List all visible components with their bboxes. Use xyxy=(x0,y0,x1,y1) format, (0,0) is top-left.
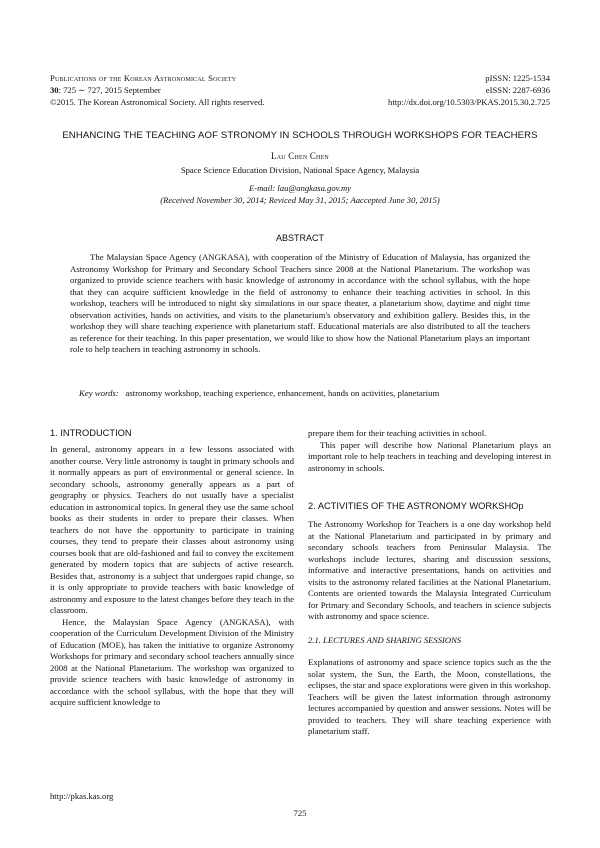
page-number: 725 xyxy=(293,808,307,818)
right-column-top xyxy=(308,428,551,474)
received-dates: (Received November 30, 2014; Reviced May 31, 2015; Aaccepted June 30, 2015) xyxy=(160,195,440,205)
abstract-text: The Malaysian Space Agency (ANGKASA), with cooperation of the Ministry of Education of Malaysia, has organized the Astronomy Workshop for Primary and Secondary School Teachers since 2008 at the National Planetarium. The workshop was organized to provide science teachers with basic knowledge of astronomy in accordance with the school syllabus, with the hope that they can acquire sufficient knowledge in the field of astronomy to enhance their teaching activities in school. In this workshop, teachers will be introduced to night sky simulations in our space theater, a planetarium show, daytime and night time observation activities, hands on activities, and visits to the planetarium's observatory and exhibition gallery. Besides this, in the workshop they will share teaching experience with planetarium staff. Educational materials are also distributed to all the teachers as reference for their teaching. In this paper presentation, we would like to show how the National Planetarium plays an important role to help teachers in teaching astronomy in schools. xyxy=(70,252,530,354)
copyright: ©2015. The Korean Astronomical Society. All rights reserved. xyxy=(50,97,265,107)
author: Lau Chen Chen xyxy=(271,151,329,161)
abstract-heading: ABSTRACT xyxy=(275,233,324,243)
intro-paragraph-2: Hence, the Malaysian Space Agency (ANGKASA), with cooperation of the Curriculum Development Division of the Ministry of Education (MOE), has taken the initiative to organize Astronomy Workshops for primary and secondary school teachers annually since 2008 at the National Planetarium. The workshop was organized to provide science teachers with basic knowledge of astronomy in accordance with the school syllabus, with the hope that they will acquire sufficient knowledge to xyxy=(50,616,294,707)
keywords-label: Key words: xyxy=(79,388,119,398)
volume-line xyxy=(50,84,161,96)
footer-url[interactable]: http://pkas.kas.org xyxy=(50,791,114,801)
doi-link[interactable]: http://dx.doi.org/10.5303/PKAS.2015.30.2.725 xyxy=(388,97,550,107)
volume-number: 30 xyxy=(50,85,59,95)
journal-name: Publications of the Korean Astronomical Society xyxy=(50,73,237,83)
keywords: astronomy workshop, teaching experience, enhancement, hands on activities, planetarium xyxy=(125,388,440,398)
intro-paragraph-2-cont: prepare them for their teaching activities in school. xyxy=(308,428,487,438)
pissn: pISSN: 1225-1534 xyxy=(485,73,550,83)
left-column xyxy=(50,444,294,709)
intro-paragraph-3: This paper will describe how National Planetarium plays an important role to help teachers in teaching and developing interest in astronomy in schools. xyxy=(308,439,551,473)
intro-paragraph-1: In general, astronomy appears in a few lessons associated with another course. Very little astronomy is taught in primary schools and it normally appears as part of environmental or general science. In secondary schools, astronomy generally appears as a part of geography or physics. Teachers do not usually have a specialist education in astronomical topics. In general they use the same school books as their students in order to prepare their classes. When teachers do not have the opportunity to participate in training courses, they tend to prepare their classes about astronomy using courses book that are old-fashioned and fail to convey the excitement generated by modern topics that are subjects of active research. Besides that, astronomy is a subject that undergoes rapid change, so it is only appropriate to provide teachers with basic knowledge of astronomy and exposure to the latest changes before they teach in the classroom. xyxy=(50,444,294,615)
subsection-2-1-paragraph: Explanations of astronomy and space science topics such as the the solar system, the Sun, the Earth, the Moon, constellations, the eclipses, the star and space explorations were given in this workshop. Teachers will be given the latest information through astronomy lectures accompanied by question and answer sessions. Notes will be provided to teachers. They will share teaching experience with planetarium staff. xyxy=(308,657,551,736)
subsection-2-1-heading: 2.1. LECTURES AND SHARING SESSIONS xyxy=(308,635,462,645)
paper-title: ENHANCING THE TEACHING AOF STRONOMY IN SCHOOLS THROUGH WORKSHOPS FOR TEACHERS xyxy=(62,130,538,141)
section-2-heading: 2. ACTIVITIES OF THE ASTRONOMY WORKSHOp xyxy=(308,501,524,511)
keywords-line xyxy=(70,388,540,398)
volume-pages: : 725 ∼ 727, 2015 September xyxy=(58,85,161,95)
section-1-heading: 1. INTRODUCTION xyxy=(50,428,132,438)
email[interactable]: E-mail: lau@angkasa.gov.my xyxy=(248,183,352,193)
eissn: eISSN: 2287-6936 xyxy=(485,85,550,95)
affiliation: Space Science Education Division, National Space Agency, Malaysia xyxy=(180,165,420,175)
section-2-paragraph: The Astronomy Workshop for Teachers is a one day workshop held at the National Planetarium and participated in by primary and secondary schools teachers from Peninsular Malaysia. The workshops include lectures, sharing and discussion sessions, informative and interactive presentations, hands on activities and visits to the astronomy related facilities at the National Planetarium. Contents are oriented towards the Malaysia Integrated Curriculum for Primary and Secondary Schools, and teachers in science subjects with astronomy and space science. xyxy=(308,519,551,621)
